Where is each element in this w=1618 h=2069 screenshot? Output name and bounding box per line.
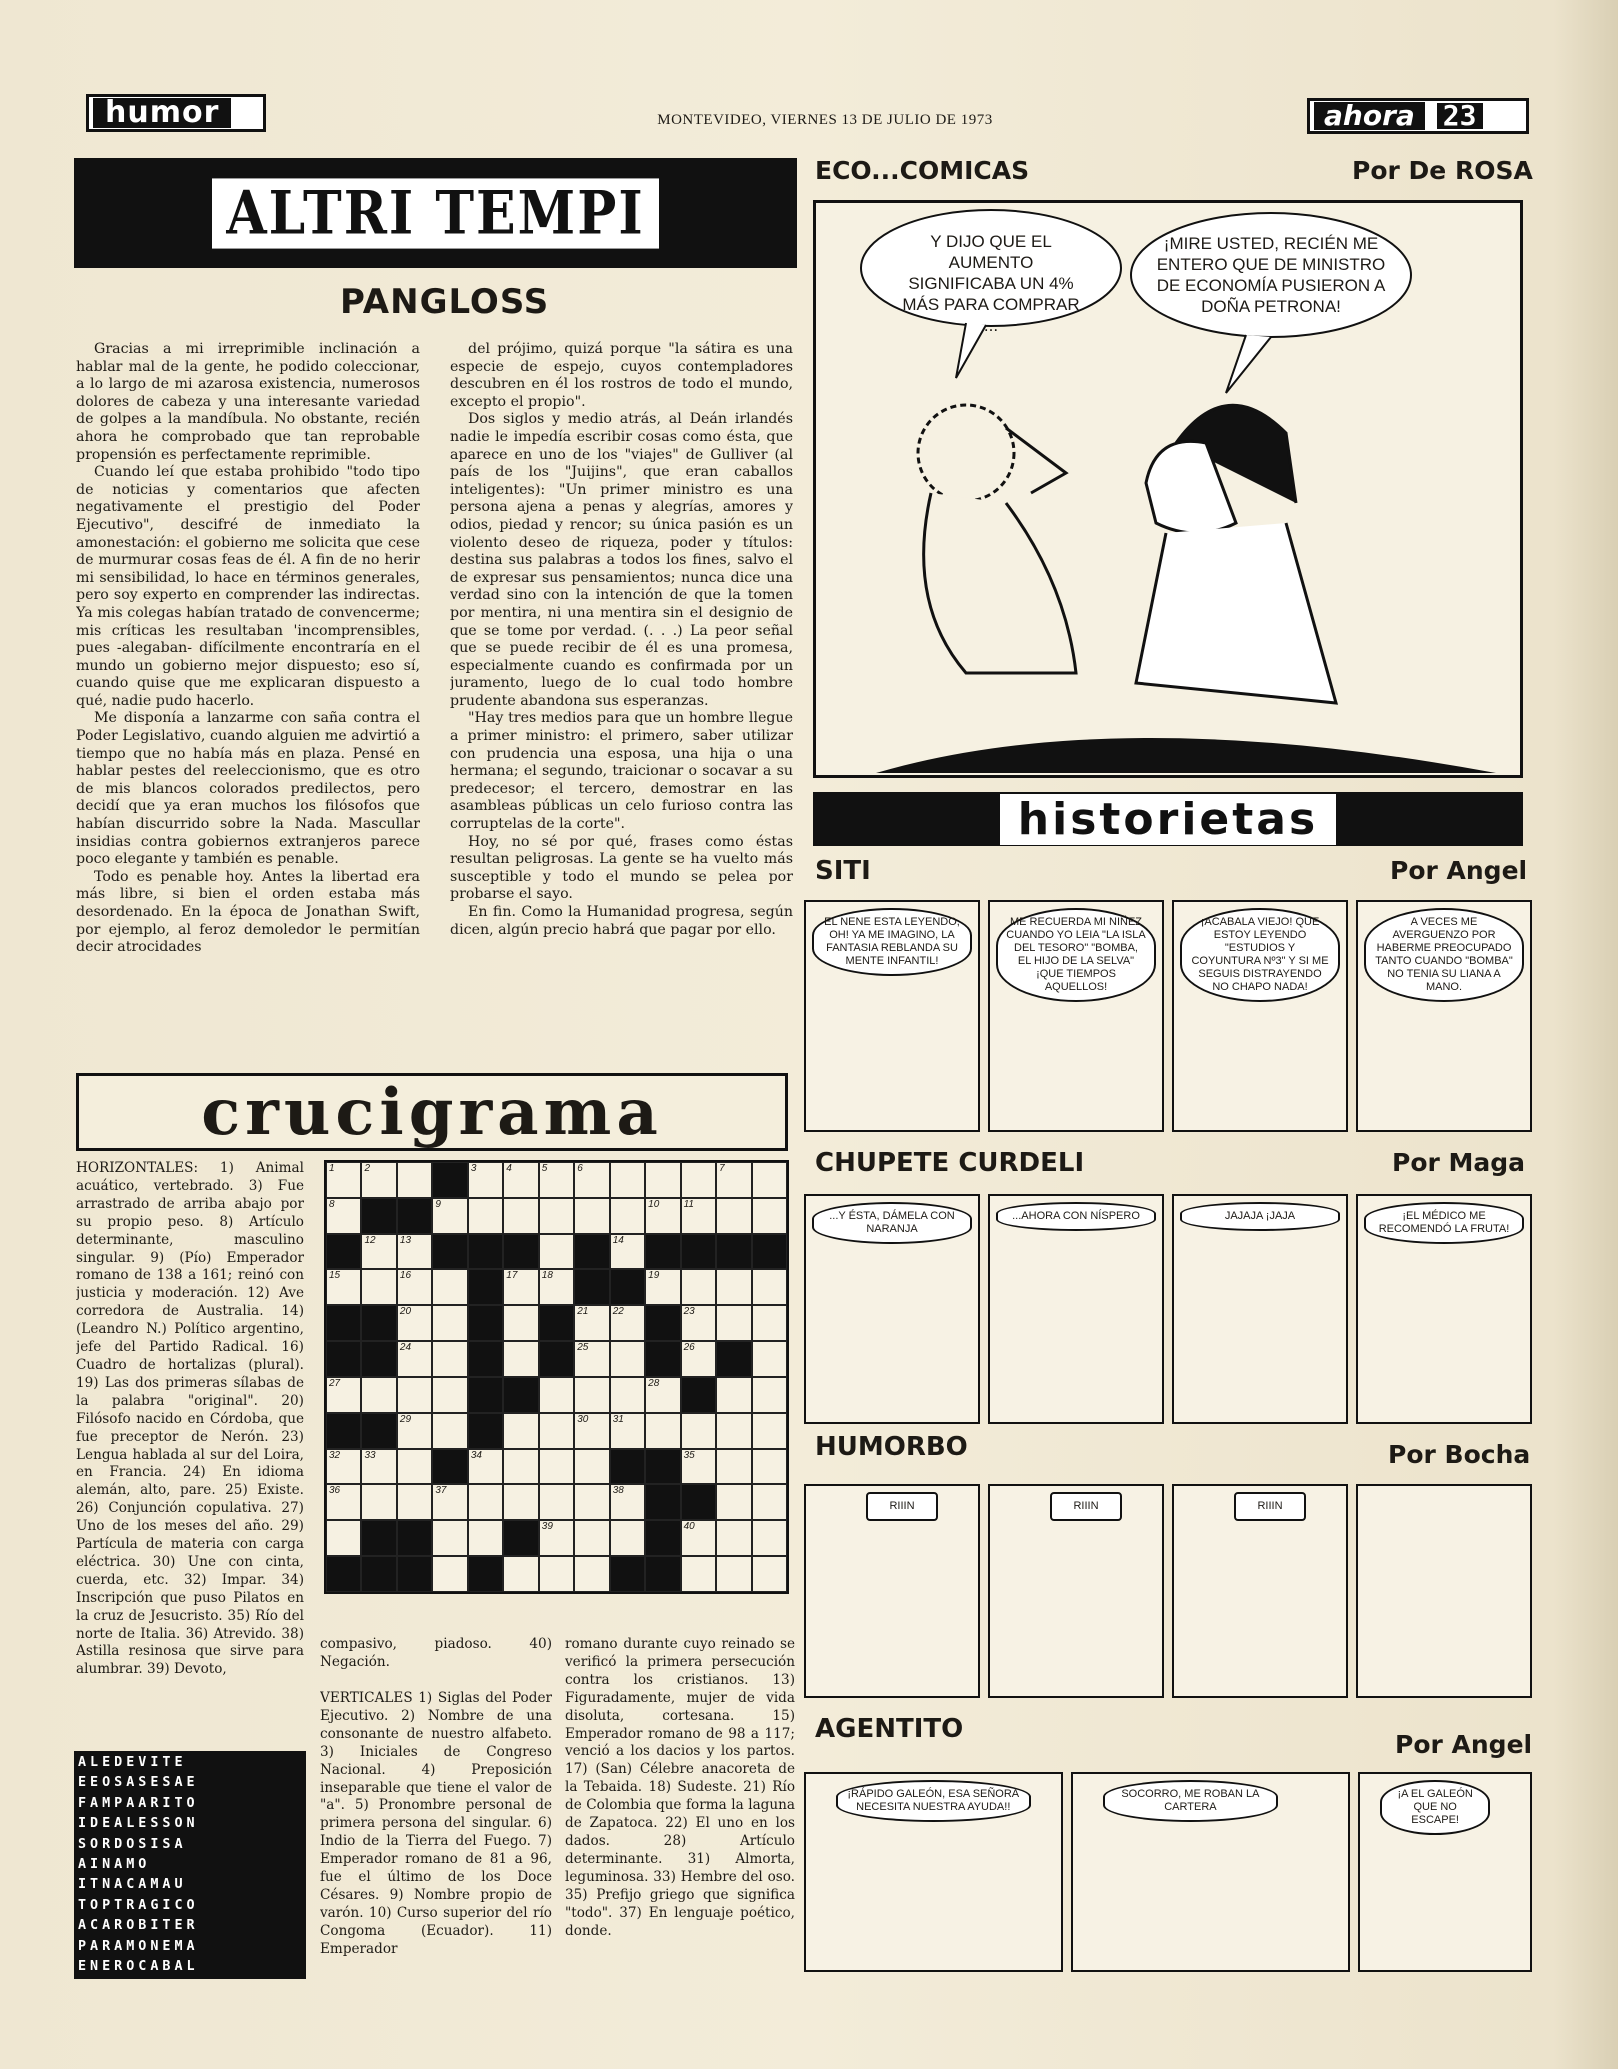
grid-cell[interactable] [681,1556,716,1592]
solution-row: PARAMONEMA [78,1938,199,1954]
grid-block [610,1556,645,1592]
grid-cell[interactable] [752,1449,787,1485]
sound-effect: RIIIN [1050,1492,1122,1521]
grid-block [645,1305,680,1341]
grid-cell[interactable] [574,1520,609,1556]
grid-cell[interactable] [681,1449,716,1485]
comic-panel [804,900,980,1132]
grid-cell[interactable] [681,1413,716,1449]
speech-balloon: ¡ACABALA VIEJO! QUE ESTOY LEYENDO "ESTUDIOS Y COYUNTURA Nº3" Y SI ME SEGUIS DISTRAYENDO NO CHAPO NADA! [1180,908,1340,1002]
grid-block [326,1341,361,1377]
clue-number: 30 [577,1413,589,1425]
speech-balloon: ...AHORA CON NÍSPERO [996,1202,1156,1231]
grid-cell[interactable] [432,1556,467,1592]
grid-cell[interactable] [503,1162,538,1198]
grid-block [681,1377,716,1413]
grid-cell[interactable] [716,1556,751,1592]
comic-panel [1358,1772,1532,1972]
grid-cell[interactable] [397,1162,432,1198]
comic-panel [1172,1194,1348,1424]
grid-cell[interactable] [432,1377,467,1413]
solution-row: TOPTRAGICO [78,1897,199,1913]
grid-cell[interactable] [432,1413,467,1449]
grid-cell[interactable] [539,1556,574,1592]
clue-number: 11 [683,1198,694,1210]
grid-cell[interactable] [574,1305,609,1341]
comic-panel [1356,1484,1532,1698]
strip-chupete-curdeli [804,1194,1532,1424]
grid-cell[interactable] [752,1377,787,1413]
eco-title: ECO...COMICAS [815,156,1030,185]
grid-block [361,1520,396,1556]
speech-balloon: EL NENE ESTA LEYENDO, OH! YA ME IMAGINO, LA FANTASIA REBLANDA SU MENTE INFANTIL! [812,908,972,976]
solution-row: AINAMO [78,1856,151,1872]
balloon-left: Y DIJO QUE EL AUMENTO SIGNIFICABA UN 4% MÁS PARA COMPRAR ... [902,232,1080,335]
grid-block [610,1449,645,1485]
comic-panel [1071,1772,1351,1972]
paragraph: Dos siglos y medio atrás, al Deán irlandés nadie le impedía escribir cosas como ésta, que aparece en uno de los "viajes" de Gulliver (al país de los "Juijins", que eran caballos inteligentes): "Un primer ministro es una persona ajena a penas y alegrías, amores y odios, piedad y rencor; su única pasión es un violento deseo de riqueza, poder y títulos: destina sus palabras a todos los fines, salvo el de expresar sus pensamientos; nunca dice una verdad sino con la intención de que la tomen por mentira, ni una mentira sin el designio de que se tome por verdad. (. . .) La peor señal que se puede recibir de él es una promesa, especialmente cuando es confirmada por un juramento, luego de lo cual todo hombre prudente abandona sus esperanzas. [450,411,793,709]
grid-cell[interactable] [610,1377,645,1413]
grid-block [574,1234,609,1270]
grid-cell[interactable] [574,1449,609,1485]
clue-number: 40 [683,1521,695,1533]
grid-block [468,1341,503,1377]
grid-cell[interactable] [574,1484,609,1520]
grid-block [468,1556,503,1592]
grid-cell[interactable] [716,1305,751,1341]
clue-number: 18 [541,1270,553,1282]
grid-block [397,1556,432,1592]
speech-balloon: SOCORRO, ME ROBAN LA CARTERA [1103,1780,1279,1822]
clue-number: 12 [364,1234,376,1246]
grid-cell[interactable] [681,1341,716,1377]
grid-cell[interactable] [397,1377,432,1413]
grid-cell[interactable] [397,1484,432,1520]
clue-number: 29 [399,1413,412,1425]
column-text-left [76,341,420,1053]
speech-balloon: JAJAJA ¡JAJA [1180,1202,1340,1231]
clue-number: 1 [329,1163,335,1174]
grid-block [432,1449,467,1485]
strip-agentito [804,1772,1532,1972]
sound-effect: RIIIN [1234,1492,1306,1521]
grid-cell[interactable] [503,1449,538,1485]
crossword-horizontales-end: compasivo, piadoso. 40) Negación. [320,1636,552,1670]
grid-block [645,1449,680,1485]
grid-block [432,1234,467,1270]
clue-number: 19 [648,1270,660,1282]
grid-cell[interactable] [468,1198,503,1234]
strip-title-chupete: CHUPETE CURDELI [815,1148,1085,1178]
strip-author-agentito: Por Angel [1395,1730,1533,1759]
grid-cell[interactable] [752,1484,787,1520]
clue-number: 17 [506,1270,518,1282]
strip-author-siti: Por Angel [1390,856,1528,885]
grid-cell[interactable] [645,1198,680,1234]
clue-number: 26 [683,1342,695,1354]
magazine-name: ahora [1314,102,1425,130]
masthead [1307,98,1529,134]
grid-cell[interactable] [432,1520,467,1556]
grid-cell[interactable] [503,1341,538,1377]
grid-cell[interactable] [752,1305,787,1341]
grid-cell[interactable] [610,1234,645,1270]
grid-cell[interactable] [468,1520,503,1556]
clue-number: 13 [399,1234,412,1246]
clue-number: 21 [577,1306,589,1318]
eco-author: Por De ROSA [1352,156,1533,185]
grid-cell[interactable] [432,1198,467,1234]
grid-cell[interactable] [610,1484,645,1520]
clue-number: 22 [612,1306,624,1318]
clue-number: 28 [648,1377,660,1389]
grid-cell[interactable] [574,1198,609,1234]
historietas-title: historietas [1000,794,1336,845]
comic-panel [1356,900,1532,1132]
grid-cell[interactable] [326,1484,361,1520]
grid-cell[interactable] [539,1520,574,1556]
grid-cell[interactable] [503,1305,538,1341]
grid-cell[interactable] [539,1484,574,1520]
grid-block [645,1556,680,1592]
grid-block [681,1484,716,1520]
grid-cell[interactable] [326,1269,361,1305]
grid-cell[interactable] [503,1556,538,1592]
comic-panel [988,1194,1164,1424]
grid-cell[interactable] [716,1162,751,1198]
grid-cell[interactable] [539,1449,574,1485]
grid-cell[interactable] [610,1198,645,1234]
clue-number: 20 [399,1306,412,1318]
clue-number: 7 [719,1163,725,1174]
grid-cell[interactable] [539,1377,574,1413]
strip-title-siti: SITI [815,856,871,886]
grid-block [326,1556,361,1592]
grid-cell[interactable] [539,1234,574,1270]
strip-title-agentito: AGENTITO [815,1714,964,1744]
grid-cell[interactable] [716,1484,751,1520]
grid-block [468,1305,503,1341]
grid-cell[interactable] [574,1556,609,1592]
grid-cell[interactable] [610,1305,645,1341]
grid-cell[interactable] [716,1377,751,1413]
paragraph: Cuando leí que estaba prohibido "todo tipo de noticias y comentarios que afecten negativamente el prestigio del Poder Ejecutivo", descifré de inmediato la amonestación: el gobierno me solicita que cese de murmurar cosas feas de él. A fin de no herir mi sensibilidad, lo hace en términos generales, pero soy experto en comprender las indirectas. Ya mis colegas habían tratado de convencerme; mis críticas les resultaban 'incomprensibles, pues -alegaban- difícilmente encontraría en el mundo un gobierno mejor dispuesto; eso sí, cuando quise que me explicaran dispuesto a qué, nadie pudo hacerlo. [76,464,420,709]
clue-number: 39 [541,1521,553,1533]
comic-panel [1356,1194,1532,1424]
grid-cell[interactable] [574,1162,609,1198]
comic-panel [804,1194,980,1424]
grid-cell[interactable] [539,1413,574,1449]
clue-number: 16 [399,1270,412,1282]
grid-cell[interactable] [539,1269,574,1305]
grid-cell[interactable] [752,1269,787,1305]
grid-block [716,1234,751,1270]
crossword-banner [76,1073,788,1151]
grid-block [645,1341,680,1377]
clue-number: 35 [683,1449,695,1461]
grid-block [503,1234,538,1270]
grid-cell[interactable] [681,1162,716,1198]
crossword-verticales: VERTICALES 1) Siglas del Poder Ejecutivo. 2) Nombre de una consonante de nuestro alfabeto. 3) Iniciales de Congreso Nacional. 4) Preposición inseparable que tiene el valor de "a". 5) Pronombre personal de primera persona del singular. 6) Indio de la Tierra del Fuego. 7) Emperador romano de 81 a 96, fue el último de los Doce Césares. 9) Nombre propio de varón. 10) Curso superior del río Congoma (Ecuador). 11) Emperador [320,1690,552,1957]
grid-cell[interactable] [752,1162,787,1198]
grid-block [468,1234,503,1270]
grid-cell[interactable] [681,1520,716,1556]
eco-cartoon [813,200,1523,778]
clue-number: 33 [364,1449,376,1461]
grid-block [361,1556,396,1592]
grid-cell[interactable] [397,1305,432,1341]
comic-panel [1172,900,1348,1132]
grid-cell[interactable] [610,1413,645,1449]
grid-cell[interactable] [752,1341,787,1377]
page-number: 23 [1437,103,1483,129]
speech-balloon: A VECES ME AVERGUENZO POR HABERME PREOCUPADO TANTO CUANDO "BOMBA" NO TENIA SU LIANA A MANO. [1364,908,1524,1002]
balloon-right: ¡MIRE USTED, RECIÉN ME ENTERO QUE DE MINISTRO DE ECONOMÍA PUSIERON A DOÑA PETRONA! [1156,234,1386,316]
grid-cell[interactable] [432,1341,467,1377]
speech-balloon: ¡EL MÉDICO ME RECOMENDÓ LA FRUTA! [1364,1202,1524,1244]
grid-block [752,1234,787,1270]
grid-cell[interactable] [574,1341,609,1377]
speech-balloon: ...Y ÉSTA, DÁMELA CON NARANJA [812,1202,972,1244]
grid-cell[interactable] [610,1341,645,1377]
grid-cell[interactable] [681,1269,716,1305]
grid-block [716,1341,751,1377]
grid-cell[interactable] [752,1198,787,1234]
grid-block [397,1520,432,1556]
section-name: humor [93,98,231,128]
clue-number: 10 [648,1198,660,1210]
grid-block [361,1341,396,1377]
strip-author-chupete: Por Maga [1392,1148,1526,1177]
clue-number: 3 [470,1163,477,1174]
paragraph: "Hay tres medios para que un hombre llegue a primer ministro: el primero, saber utilizar con prudencia una esposa, una hija o una hermana; el segundo, traicionar o socavar a su predecesor; el tercero, demostrar en las asambleas públicas un celo furioso contra las corruptelas de la corte". [450,710,793,833]
grid-block [539,1305,574,1341]
grid-cell[interactable] [468,1484,503,1520]
clue-number: 5 [541,1163,548,1174]
clue-number: 4 [506,1163,512,1174]
grid-cell[interactable] [681,1198,716,1234]
sound-effect: RIIIN [866,1492,938,1521]
grid-cell[interactable] [645,1269,680,1305]
grid-cell[interactable] [503,1198,538,1234]
paragraph: Todo es penable hoy. Antes la libertad era más libre, si bien el orden estaba más desordenado. En la época de Jonathan Swift, por ejemplo, al feroz demoledor le permitían decir atrocidades [76,868,420,956]
clue-number: 25 [577,1342,589,1354]
grid-cell[interactable] [326,1520,361,1556]
grid-cell[interactable] [432,1269,467,1305]
grid-block [574,1269,609,1305]
strip-siti [804,900,1532,1132]
grid-cell[interactable] [361,1234,396,1270]
comic-panel [1172,1484,1348,1698]
clue-number: 32 [329,1449,341,1461]
crossword-horizontales: HORIZONTALES: 1) Animal acuático, vertebrado. 3) Fue arrastrado de arriba abajo por su propio peso. 8) Artículo determinante, masculino singular. 9) (Pío) Emperador romano de 138 a 161; reinó con justicia y moderación. 12) Ave corredora de Australia. 14) (Leandro N.) Político argentino, jefe del Partido Radical. 16) Cuadro de hortalizas (plural). 19) Las dos primeras sílabas de la palabra "original". 20) Filósofo nacido en Córdoba, que fue preceptor de Nerón. 23) Lengua hablada al sur del Loira, en Francia. 24) En idioma alemán, alto, pare. 25) Existe. 26) Conjunción copulativa. 27) Uno de los meses del año. 29) Partícula de materia con carga eléctrica. 30) Une con cinta, cuerda, etc. 32) Impar. 34) Inscripción que puso Pilatos en la cruz de Jesucristo. 35) Río del norte de Italia. 36) Atrevido. 38) Astilla resinosa que sirve para alumbrar. 39) Devoto, [76,1160,304,1678]
grid-block [397,1198,432,1234]
grid-cell[interactable] [361,1269,396,1305]
grid-block [361,1413,396,1449]
crossword-solution [74,1751,306,1979]
grid-cell[interactable] [397,1341,432,1377]
historietas-banner [813,792,1523,846]
grid-cell[interactable] [752,1556,787,1592]
grid-cell[interactable] [752,1520,787,1556]
crossword-title: crucigrama [201,1074,663,1150]
speech-balloon: ¡RÁPIDO GALEÓN, ESA SEÑORA NECESITA NUESTRA AYUDA!! [836,1780,1031,1822]
grid-cell[interactable] [397,1234,432,1270]
speech-balloon: ¡A EL GALEÓN QUE NO ESCAPE! [1380,1780,1490,1835]
solution-row: IDEALESSON [78,1816,199,1832]
grid-cell[interactable] [361,1162,396,1198]
paragraph: En fin. Como la Humanidad progresa, según dicen, algún precio habrá que pagar por ello. [450,904,793,938]
grid-cell[interactable] [326,1198,361,1234]
grid-cell[interactable] [503,1413,538,1449]
strip-author-humorbo: Por Bocha [1388,1440,1531,1469]
comic-panel [988,900,1164,1132]
column-text-right [450,341,793,1053]
section-label [86,94,266,132]
grid-block [432,1162,467,1198]
grid-cell[interactable] [326,1449,361,1485]
grid-cell[interactable] [397,1449,432,1485]
grid-cell[interactable] [468,1449,503,1485]
crossword-verticales-cont: romano durante cuyo reinado se verificó la primera persecución contra los cristianos. 13) Figuradamente, mujer de vida disoluta, cortesana. 15) Emperador romano de 98 a 117; venció a los dacios y los partos. 17) (San) Célebre anacoreta de la Tebaida. 18) Sudeste. 21) Río de Colombia que forma la laguna de Zapatoca. 22) El uno en los dados. 28) Artículo determinante. 31) Almorta, leguminosa. 33) Hembre del oso. 35) Prefijo griego que significa "todo". 37) En lenguaje poético, donde. [565,1636,795,1939]
clue-number: 37 [435,1485,447,1497]
grid-cell[interactable] [326,1162,361,1198]
grid-cell[interactable] [397,1269,432,1305]
grid-cell[interactable] [361,1449,396,1485]
column-title: ALTRI TEMPI [212,178,658,248]
dateline: MONTEVIDEO, VIERNES 13 DE JULIO DE 1973 [657,112,993,128]
grid-cell[interactable] [645,1413,680,1449]
grid-block [326,1413,361,1449]
clue-number: 38 [612,1485,624,1497]
comic-panel [988,1484,1164,1698]
grid-cell[interactable] [610,1520,645,1556]
grid-cell[interactable] [432,1484,467,1520]
grid-block [326,1305,361,1341]
grid-cell[interactable] [752,1413,787,1449]
grid-cell[interactable] [610,1162,645,1198]
grid-cell[interactable] [716,1449,751,1485]
grid-block [468,1269,503,1305]
grid-block [503,1520,538,1556]
column-author: PANGLOSS [340,282,550,322]
grid-cell[interactable] [645,1162,680,1198]
clue-number: 36 [329,1485,341,1497]
clue-number: 34 [470,1449,482,1461]
solution-row: FAMPAARITO [78,1795,199,1811]
grid-block [610,1269,645,1305]
grid-block [645,1520,680,1556]
crossword-grid[interactable] [324,1160,789,1594]
grid-block [468,1413,503,1449]
solution-row: EEOSASESAE [78,1775,199,1791]
grid-block [645,1234,680,1270]
grid-cell[interactable] [361,1377,396,1413]
clue-number: 27 [329,1377,341,1389]
grid-block [361,1198,396,1234]
grid-cell[interactable] [574,1413,609,1449]
paragraph: Gracias a mi irreprimible inclinación a hablar mal de la gente, he podido coleccionar, a lo largo de mi azarosa existencia, numerosos dolores de cabeza y una interesante variedad de golpes a la mandíbula. No obstante, recién ahora he comprobado que tan reprobable propensión es perfectamente reprimible. [76,341,420,463]
grid-cell[interactable] [397,1413,432,1449]
clue-number: 9 [435,1198,441,1210]
grid-cell[interactable] [716,1269,751,1305]
strip-humorbo [804,1484,1532,1698]
paragraph: Hoy, no sé por qué, frases como éstas resultan peligrosas. La gente se ha vuelto más susceptible y todo el mundo se pelea por probarse el sayo. [450,833,793,903]
grid-block [361,1305,396,1341]
speech-balloon: ME RECUERDA MI NIÑEZ CUANDO YO LEIA "LA ISLA DEL TESORO" "BOMBA, EL HIJO DE LA SELVA" ¡QUE TIEMPOS AQUELLOS! [996,908,1156,1002]
grid-cell[interactable] [574,1377,609,1413]
grid-cell[interactable] [681,1305,716,1341]
grid-cell[interactable] [432,1305,467,1341]
solution-row: ITNACAMAU [78,1877,187,1893]
solution-row: ALEDEVITE [78,1755,187,1770]
grid-cell[interactable] [716,1413,751,1449]
solution-row: ACAROBITER [78,1918,199,1934]
clue-number: 6 [577,1163,583,1174]
column-title-banner [74,158,797,268]
comic-panel [804,1484,980,1698]
comic-panel [804,1772,1063,1972]
clue-number: 23 [683,1306,695,1318]
grid-cell[interactable] [468,1162,503,1198]
clue-number: 31 [612,1413,624,1425]
solution-row: SORDOSISA [78,1836,187,1852]
grid-block [539,1341,574,1377]
grid-block [326,1234,361,1270]
grid-cell[interactable] [503,1484,538,1520]
clue-number: 8 [329,1198,335,1210]
solution-row: ENEROCABAL [78,1958,199,1974]
grid-cell[interactable] [539,1198,574,1234]
grid-cell[interactable] [326,1377,361,1413]
grid-block [468,1377,503,1413]
paragraph: Me disponía a lanzarme con saña contra el Poder Legislativo, cuando alguien me advirtió a tiempo que no había más en plaza. Pensé en hablar pestes del reeleccionismo, que es otro de mis blancos colorados predilectos, pero decidí que ya eran muchos los filósofos que habían discurrido sobre la Nada. Mascullar insidias contra gobiernos extranjeros parece poco elegante y también es penable. [76,710,420,868]
grid-cell[interactable] [503,1269,538,1305]
grid-cell[interactable] [716,1520,751,1556]
grid-cell[interactable] [645,1377,680,1413]
clue-number: 24 [399,1342,412,1354]
grid-cell[interactable] [716,1198,751,1234]
grid-block [503,1377,538,1413]
grid-cell[interactable] [539,1162,574,1198]
grid-block [681,1234,716,1270]
clue-number: 15 [329,1270,341,1282]
grid-block [645,1484,680,1520]
paragraph: del prójimo, quizá porque "la sátira es una especie de espejo, cuyos contempladores descubren en él los rostros de todo el mundo, excepto el propio". [450,341,793,410]
grid-cell[interactable] [361,1484,396,1520]
clue-number: 2 [364,1163,371,1174]
clue-number: 14 [612,1234,624,1246]
strip-title-humorbo: HUMORBO [815,1432,968,1462]
